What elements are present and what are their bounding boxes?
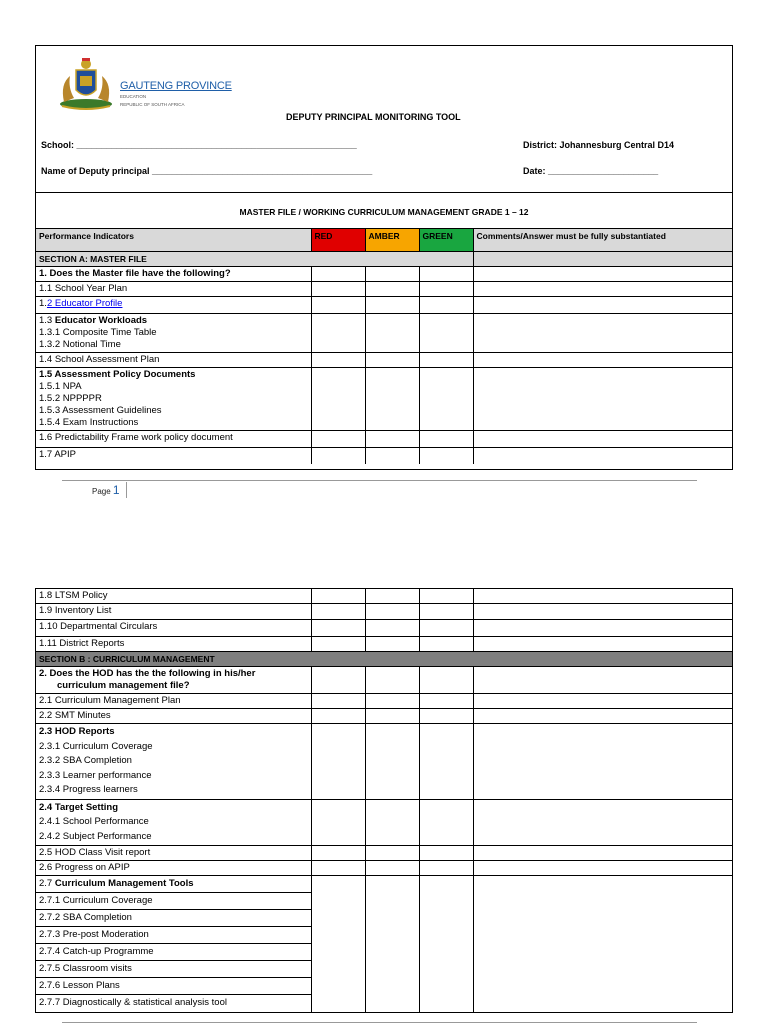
educator-profile-link[interactable]: 2 Educator Profile <box>46 297 123 309</box>
question-2-line-2: curriculum management file? <box>57 680 190 691</box>
table-row <box>36 876 732 1013</box>
question-2 <box>36 667 311 694</box>
amber-cell[interactable] <box>365 313 419 352</box>
table-row <box>36 367 732 430</box>
red-cell[interactable] <box>311 620 365 637</box>
logo-province-name: GAUTENG PROVINCE <box>120 80 232 92</box>
green-cell[interactable] <box>419 846 473 861</box>
red-cell[interactable] <box>311 447 365 464</box>
green-cell[interactable] <box>419 709 473 724</box>
indicator-1-11: 1.11 District Reports <box>36 637 311 652</box>
comment-cell[interactable] <box>473 296 732 313</box>
table-row <box>36 709 732 724</box>
monitoring-table-page-1 <box>36 229 732 464</box>
comment-cell[interactable] <box>473 799 732 846</box>
amber-cell[interactable] <box>365 799 419 846</box>
comment-cell[interactable] <box>473 604 732 620</box>
indicator-1-5 <box>36 367 311 430</box>
comment-cell[interactable] <box>473 589 732 604</box>
amber-cell[interactable] <box>365 724 419 800</box>
col-header-red: RED <box>311 229 365 251</box>
red-cell[interactable] <box>311 637 365 652</box>
amber-cell[interactable] <box>365 589 419 604</box>
table-row <box>36 313 732 352</box>
table-row <box>36 296 732 313</box>
table-row <box>36 846 732 861</box>
red-cell[interactable] <box>311 430 365 447</box>
green-cell[interactable] <box>419 799 473 846</box>
table-row <box>36 281 732 296</box>
indicator-1-7: 1.7 APIP <box>36 447 311 464</box>
green-cell[interactable] <box>419 281 473 296</box>
amber-cell[interactable] <box>365 667 419 694</box>
indicator-1-2 <box>36 296 311 313</box>
red-cell[interactable] <box>311 367 365 430</box>
section-a-spacer <box>473 251 732 266</box>
red-cell[interactable] <box>311 296 365 313</box>
red-cell[interactable] <box>311 876 365 1013</box>
indicator-1-3-2: 1.3.2 Notional Time <box>39 338 121 350</box>
indicator-2-7-title: Curriculum Management Tools <box>54 878 194 889</box>
table-row <box>36 266 732 281</box>
green-cell[interactable] <box>419 694 473 709</box>
comment-cell[interactable] <box>473 667 732 694</box>
comment-cell[interactable] <box>473 266 732 281</box>
tool-item: 2.7.1 Curriculum Coverage <box>36 893 311 910</box>
comment-cell[interactable] <box>473 709 732 724</box>
red-cell[interactable] <box>311 694 365 709</box>
amber-cell[interactable] <box>365 281 419 296</box>
comment-cell[interactable] <box>473 637 732 652</box>
green-cell[interactable] <box>419 861 473 876</box>
red-cell[interactable] <box>311 799 365 846</box>
table-row <box>36 604 732 620</box>
amber-cell[interactable] <box>365 430 419 447</box>
red-cell[interactable] <box>311 266 365 281</box>
green-cell[interactable] <box>419 604 473 620</box>
section-a-label: SECTION A: MASTER FILE <box>36 251 473 266</box>
red-cell[interactable] <box>311 281 365 296</box>
green-cell[interactable] <box>419 876 473 1013</box>
indicator-1-3-1: 1.3.1 Composite Time Table <box>39 326 157 338</box>
school-field[interactable]: School: ________________________________________________________ <box>41 140 357 150</box>
question-2-line-1: 2. Does the HOD has the the following in his/her <box>39 668 256 679</box>
green-cell[interactable] <box>419 589 473 604</box>
indicator-2-2: 2.2 SMT Minutes <box>36 709 311 724</box>
indicator-1-8: 1.8 LTSM Policy <box>36 589 311 604</box>
indicator-1-6: 1.6 Predictability Frame work policy document <box>36 430 311 447</box>
indicator-1-1: 1.1 School Year Plan <box>36 281 311 296</box>
indicator-2-3-4: 2.3.4 Progress learners <box>39 784 138 795</box>
date-field[interactable]: Date: ______________________ <box>523 166 659 176</box>
red-cell[interactable] <box>311 604 365 620</box>
amber-cell[interactable] <box>365 620 419 637</box>
indicator-1-3-heading <box>39 315 308 327</box>
indicator-1-5-4: 1.5.4 Exam Instructions <box>39 416 139 428</box>
table-row <box>36 589 732 604</box>
indicator-1-5-3: 1.5.3 Assessment Guidelines <box>39 404 162 416</box>
col-header-green: GREEN <box>419 229 473 251</box>
indicator-2-7-heading <box>36 876 311 893</box>
comment-cell[interactable] <box>473 281 732 296</box>
indicator-1-3-title: Educator Workloads <box>54 314 148 326</box>
comment-cell[interactable] <box>473 861 732 876</box>
tool-item: 2.7.2 SBA Completion <box>36 910 311 927</box>
tool-item: 2.7.3 Pre-post Moderation <box>36 927 311 944</box>
indicator-2-3 <box>36 724 311 800</box>
page-label: Page <box>92 487 113 496</box>
table-row <box>36 352 732 367</box>
document-header <box>36 46 732 193</box>
amber-cell[interactable] <box>365 266 419 281</box>
green-cell[interactable] <box>419 313 473 352</box>
tool-item: 2.7.6 Lesson Plans <box>36 978 311 995</box>
col-header-amber: AMBER <box>365 229 419 251</box>
table-row <box>36 799 732 846</box>
section-b-row <box>36 652 732 667</box>
comment-cell[interactable] <box>473 694 732 709</box>
column-header-row <box>36 229 732 251</box>
indicator-1-5-heading: 1.5 Assessment Policy Documents <box>39 368 196 380</box>
amber-cell[interactable] <box>365 604 419 620</box>
green-cell[interactable] <box>419 296 473 313</box>
deputy-principal-field[interactable]: Name of Deputy principal ____________________________________________ <box>41 166 373 176</box>
amber-cell[interactable] <box>365 709 419 724</box>
comment-cell[interactable] <box>473 313 732 352</box>
amber-cell[interactable] <box>365 352 419 367</box>
indicator-2-4 <box>36 799 311 846</box>
indicator-2-5: 2.5 HOD Class Visit report <box>36 846 311 861</box>
indicator-2-6: 2.6 Progress on APIP <box>36 861 311 876</box>
indicator-2-7-number: 2.7 <box>39 878 55 889</box>
logo-sub-education: EDUCATION <box>120 94 147 99</box>
amber-cell[interactable] <box>365 296 419 313</box>
amber-cell[interactable] <box>365 694 419 709</box>
green-cell[interactable] <box>419 637 473 652</box>
table-row <box>36 667 732 694</box>
section-title-bar: MASTER FILE / WORKING CURRICULUM MANAGEMENT GRADE 1 – 12 <box>36 193 732 229</box>
green-cell[interactable] <box>419 447 473 464</box>
comment-cell[interactable] <box>473 352 732 367</box>
footer-divider <box>62 480 697 481</box>
page-number-divider <box>126 482 127 498</box>
col-header-indicators: Performance Indicators <box>36 229 311 251</box>
comment-cell[interactable] <box>473 447 732 464</box>
table-row <box>36 637 732 652</box>
indicator-2-3-heading: 2.3 HOD Reports <box>39 726 115 737</box>
green-cell[interactable] <box>419 367 473 430</box>
comment-cell[interactable] <box>473 876 732 1013</box>
comment-cell[interactable] <box>473 430 732 447</box>
table-row <box>36 694 732 709</box>
page-number <box>92 483 120 497</box>
green-cell[interactable] <box>419 667 473 694</box>
red-cell[interactable] <box>311 352 365 367</box>
indicator-2-7 <box>36 876 311 1013</box>
green-cell[interactable] <box>419 724 473 800</box>
tool-item: 2.7.5 Classroom visits <box>36 961 311 978</box>
amber-cell[interactable] <box>365 861 419 876</box>
red-cell[interactable] <box>311 667 365 694</box>
amber-cell[interactable] <box>365 447 419 464</box>
comment-cell[interactable] <box>473 367 732 430</box>
table-row <box>36 447 732 464</box>
indicator-2-4-2: 2.4.2 Subject Performance <box>39 830 152 842</box>
indicator-2-3-2: 2.3.2 SBA Completion <box>39 755 132 766</box>
indicator-1-9: 1.9 Inventory List <box>36 604 311 620</box>
indicator-1-10: 1.10 Departmental Circulars <box>36 620 311 637</box>
indicator-2-4-1: 2.4.1 School Performance <box>39 816 149 827</box>
page-1-frame <box>35 45 733 470</box>
logo-text-block <box>120 80 232 108</box>
logo-sub-country: REPUBLIC OF SOUTH AFRICA <box>120 102 185 107</box>
indicator-1-3-number: 1.3 <box>39 314 55 326</box>
table-row <box>36 724 732 800</box>
monitoring-table-page-2 <box>36 589 732 1012</box>
section-b-label: SECTION B : CURRICULUM MANAGEMENT <box>36 652 732 667</box>
red-cell[interactable] <box>311 313 365 352</box>
indicator-1-2-prefix: 1. <box>39 297 47 309</box>
comment-cell[interactable] <box>473 846 732 861</box>
tool-item: 2.7.4 Catch-up Programme <box>36 944 311 961</box>
coat-of-arms-icon <box>56 54 116 112</box>
green-cell[interactable] <box>419 430 473 447</box>
col-header-comments: Comments/Answer must be fully substantiated <box>473 229 732 251</box>
comment-cell[interactable] <box>473 620 732 637</box>
red-cell[interactable] <box>311 709 365 724</box>
table-row <box>36 620 732 637</box>
tool-item: 2.7.7 Diagnostically & statistical analysis tool <box>39 997 227 1008</box>
section-a-row <box>36 251 732 266</box>
indicator-1-5-2: 1.5.2 NPPPPR <box>39 392 102 404</box>
table-row <box>36 861 732 876</box>
indicator-2-3-3: 2.3.3 Learner performance <box>39 769 152 781</box>
indicator-2-3-1: 2.3.1 Curriculum Coverage <box>39 740 153 752</box>
indicator-1-3 <box>36 313 311 352</box>
indicator-2-4-heading: 2.4 Target Setting <box>39 801 119 813</box>
indicator-1-5-1: 1.5.1 NPA <box>39 380 82 392</box>
amber-cell[interactable] <box>365 367 419 430</box>
page-2-frame <box>35 588 733 1013</box>
document-title: DEPUTY PRINCIPAL MONITORING TOOL <box>286 112 461 122</box>
red-cell[interactable] <box>311 724 365 800</box>
amber-cell[interactable] <box>365 637 419 652</box>
indicator-1-4: 1.4 School Assessment Plan <box>36 352 311 367</box>
page-number-value: 1 <box>112 483 120 497</box>
red-cell[interactable] <box>311 861 365 876</box>
red-cell[interactable] <box>311 846 365 861</box>
footer-divider-2 <box>62 1022 697 1023</box>
green-cell[interactable] <box>419 266 473 281</box>
amber-cell[interactable] <box>365 846 419 861</box>
red-cell[interactable] <box>311 589 365 604</box>
green-cell[interactable] <box>419 352 473 367</box>
question-1: 1. Does the Master file have the following? <box>36 266 311 281</box>
district-field: District: Johannesburg Central D14 <box>523 140 675 150</box>
green-cell[interactable] <box>419 620 473 637</box>
indicator-2-1: 2.1 Curriculum Management Plan <box>36 694 311 709</box>
comment-cell[interactable] <box>473 724 732 800</box>
amber-cell[interactable] <box>365 876 419 1013</box>
table-row <box>36 430 732 447</box>
